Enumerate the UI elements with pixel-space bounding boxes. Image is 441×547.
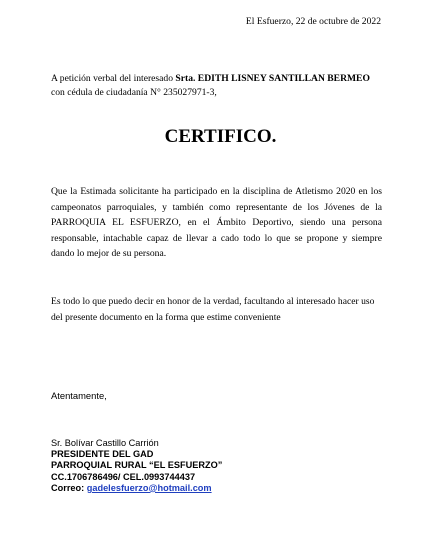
signer-name: Sr. Bolívar Castillo Carrión <box>51 438 159 448</box>
signer-contact: CC.1706786496/ CEL.0993744437 <box>51 471 196 482</box>
signer-role-line-2: PARROQUIAL RURAL “EL ESFUERZO” <box>51 460 223 471</box>
closing-salutation: Atentamente, <box>51 390 107 401</box>
email-label: Correo: <box>51 482 87 493</box>
body-paragraph-1: Que la Estimada solicitante ha participado en la disciplina de Atletismo 2020 en los campeonatos parroquiales, y también como representante de los Jóvenes de la PARROQUIA EL ESFUERZO, en el Ámbito Deportivo, siendo una persona responsable, intachable capaz de llevar a cado todo lo que se propone y siempre dando lo mejor de su persona. <box>51 186 382 260</box>
intro-paragraph <box>51 72 381 100</box>
email-link[interactable]: gadelesfuerzo@hotmail.com <box>86 482 212 493</box>
signature-block <box>51 438 222 494</box>
applicant-name: Srta. EDITH LISNEY SANTILLAN BERMEO <box>175 73 370 84</box>
intro-prefix: A petición verbal del interesado <box>51 73 176 84</box>
date-line: El Esfuerzo, 22 de octubre de 2022 <box>245 16 381 27</box>
intro-suffix: con cédula de ciudadanía N° 235027971-3, <box>51 87 217 98</box>
email-line <box>51 483 222 494</box>
body-paragraph-2: Es todo lo que puedo decir en honor de la verdad, facultando al interesado hacer uso del presente documento en la forma que estime conveniente <box>51 296 375 323</box>
document-title: CERTIFICO. <box>164 126 277 147</box>
signer-role-line-1: PRESIDENTE DEL GAD <box>51 449 154 460</box>
